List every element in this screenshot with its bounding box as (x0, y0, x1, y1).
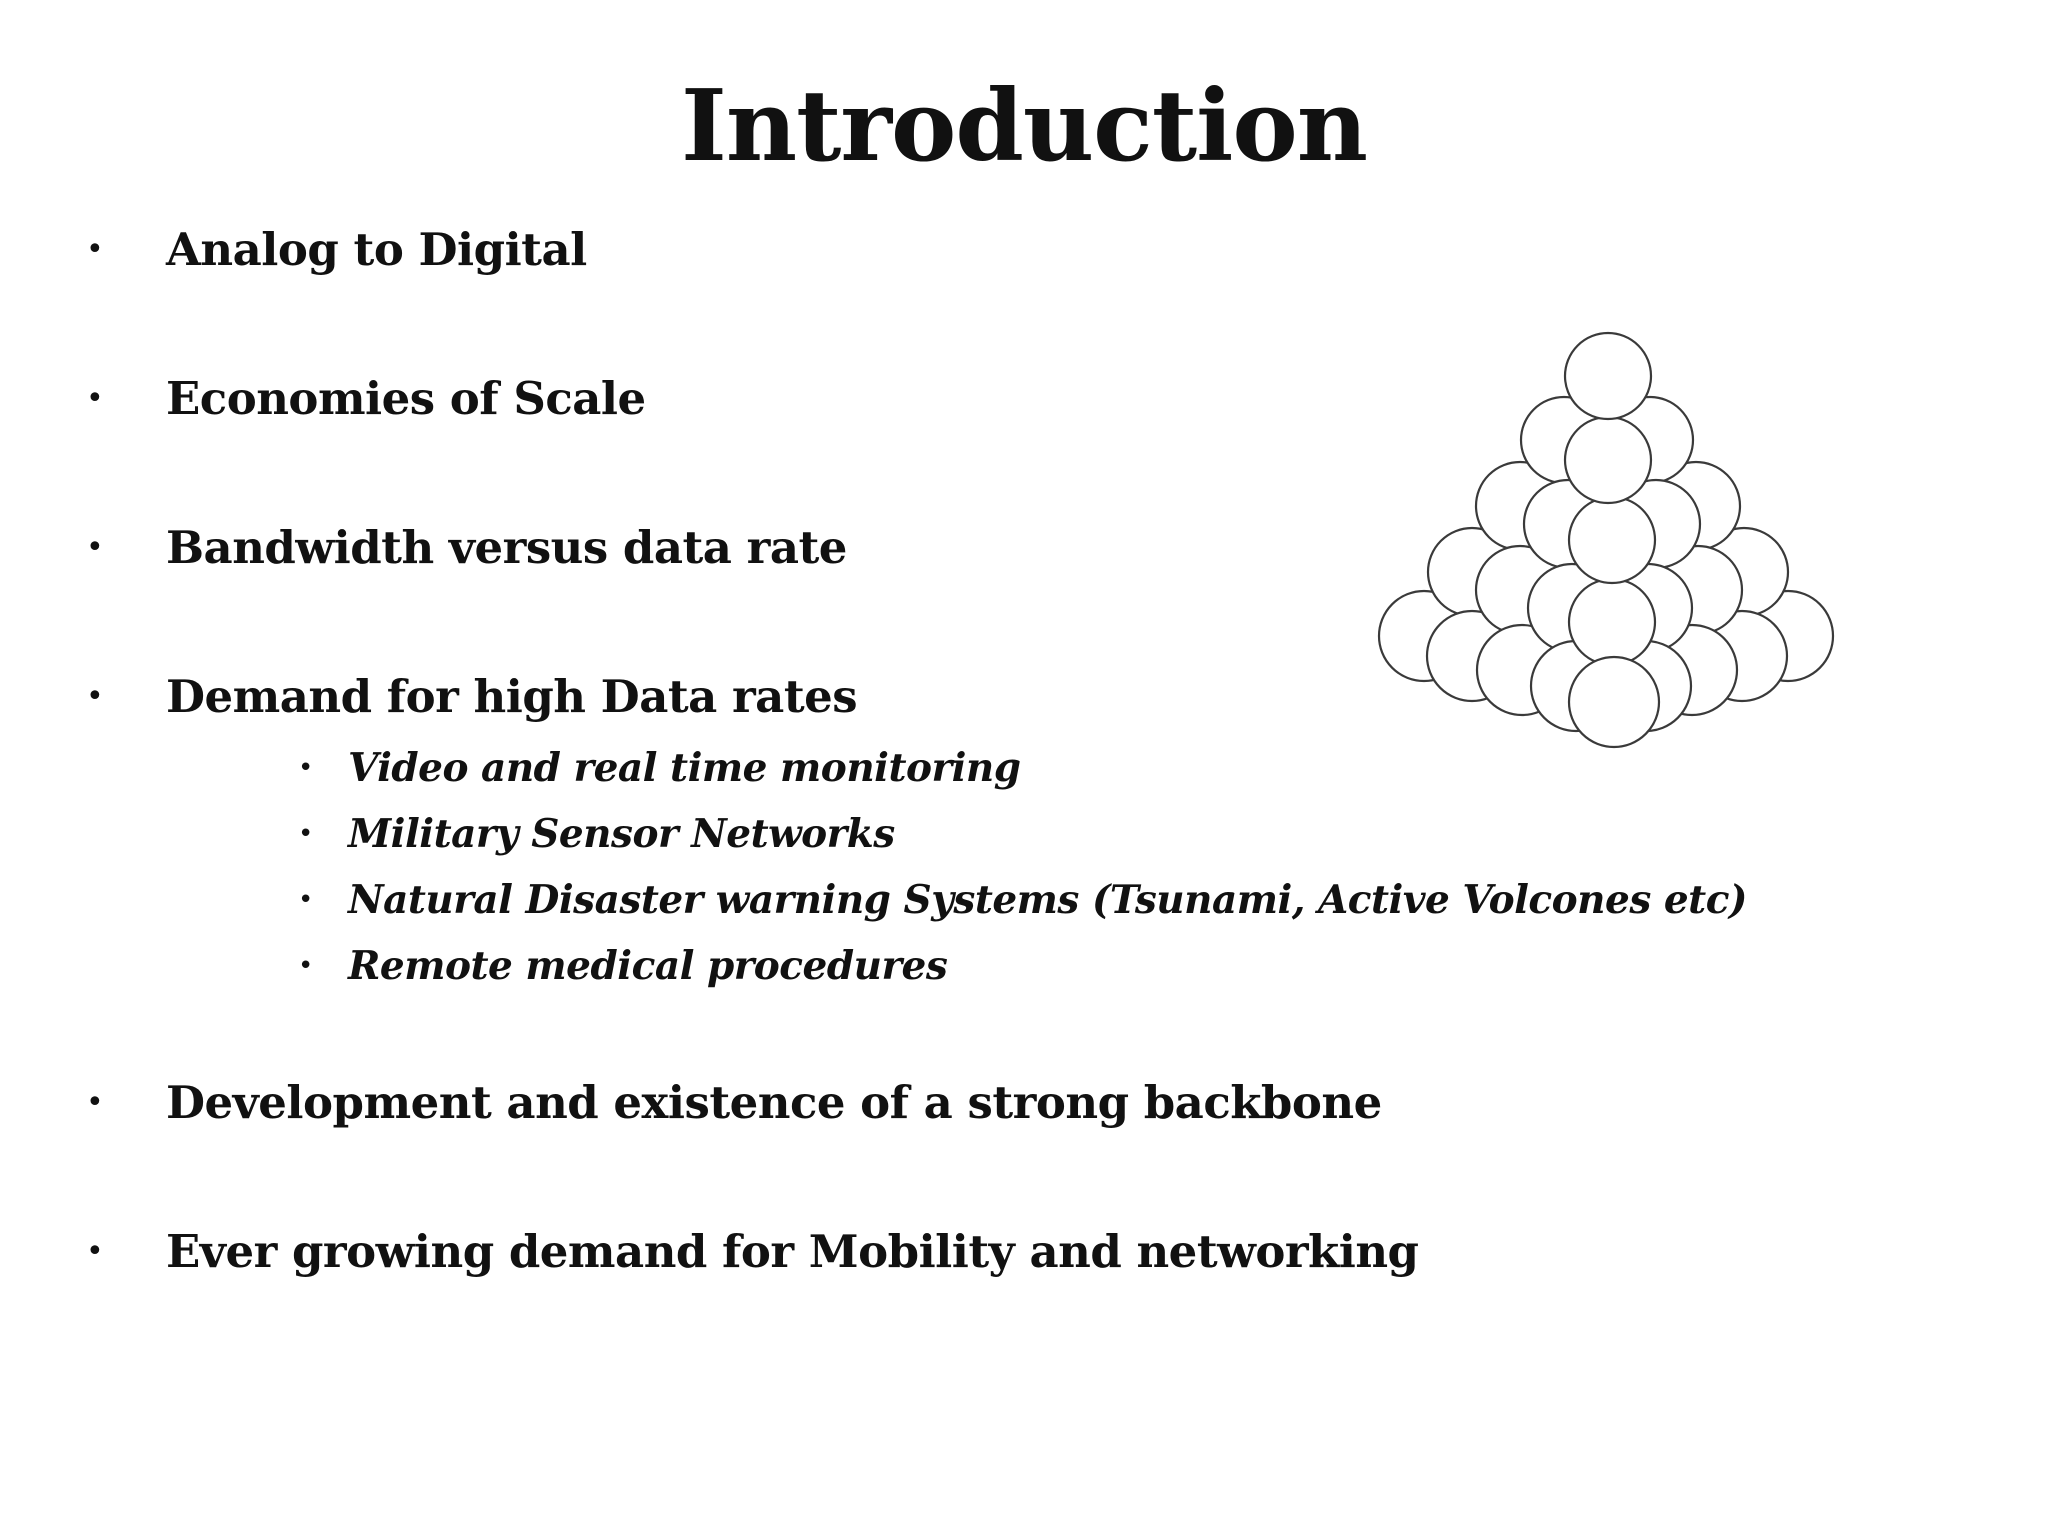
bullet-item (86, 222, 587, 278)
bullet-item (86, 1224, 1419, 1280)
bullet-marker: • (86, 1085, 104, 1120)
sub-bullet-marker: • (298, 951, 313, 981)
sub-bullet-item (298, 875, 1747, 925)
sphere-pyramid-icon (1368, 320, 1840, 756)
bullet-item (86, 520, 847, 576)
sub-bullet-text: Military Sensor Networks (348, 811, 895, 857)
sub-bullet-text: Video and real time monitoring (348, 745, 1021, 791)
bullet-text: Demand for high Data rates (166, 670, 858, 723)
bullet-item (86, 1075, 1382, 1131)
bullet-text: Analog to Digital (166, 223, 587, 276)
bullet-item (86, 669, 858, 725)
sub-bullet-item (298, 941, 948, 991)
bullet-item (86, 371, 646, 427)
bullet-text: Development and existence of a strong backbone (166, 1076, 1382, 1129)
sub-bullet-text: Natural Disaster warning Systems (Tsunami, Active Volcones etc) (348, 877, 1747, 923)
bullet-marker: • (86, 679, 104, 714)
sub-bullet-marker: • (298, 819, 313, 849)
sub-bullet-item (298, 743, 1021, 793)
sub-bullet-text: Remote medical procedures (348, 943, 948, 989)
bullet-marker: • (86, 1234, 104, 1269)
bullet-marker: • (86, 381, 104, 416)
bullet-text: Ever growing demand for Mobility and networking (166, 1225, 1419, 1278)
bullet-marker: • (86, 530, 104, 565)
bullet-text: Bandwidth versus data rate (166, 521, 847, 574)
sub-bullet-marker: • (298, 885, 313, 915)
sub-bullet-item (298, 809, 895, 859)
bullet-text: Economies of Scale (166, 372, 646, 425)
slide-title: Introduction (681, 69, 1367, 184)
bullet-marker: • (86, 232, 104, 267)
sub-bullet-marker: • (298, 753, 313, 783)
